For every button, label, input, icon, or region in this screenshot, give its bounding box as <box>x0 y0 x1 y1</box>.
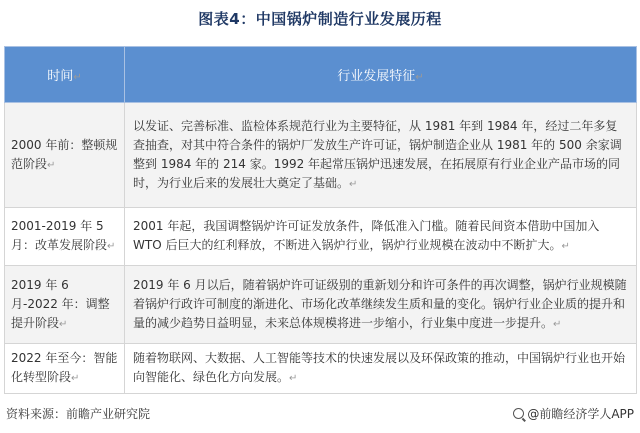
period-cell: 2001-2019 年 5 月：改革发展阶段↵ <box>5 208 125 266</box>
history-table <box>4 46 637 394</box>
period-cell: 2022 年至今：智能化转型阶段↵ <box>5 344 125 394</box>
search-icon <box>513 408 524 419</box>
description-cell: 以发证、完善标准、监检体系规范行业为主要特征，从 1981 年到 1984 年，经过二年多复查抽查，对其中符合条件的锅炉厂发放生产许可证，锅炉制造企业从 1981 年的 500 余家调整到 1984 年的 214 家。1992 年起常压锅炉迅速发展，在拓展原有行业企业产品市场的同时，为行业后来的发展壮大奠定了基础。↵ <box>125 103 637 208</box>
history-table-container <box>4 46 636 392</box>
description-cell: 2001 年起，我国调整锅炉许可证发放条件，降低准入门槛。随着民间资本借助中国加入 WTO 后巨大的红利释放，不断进入锅炉行业，锅炉行业规模在波动中不断扩大。↵ <box>125 208 637 266</box>
table-row <box>5 208 637 266</box>
source-note: 资料来源：前瞻产业研究院 <box>6 407 151 421</box>
brand-label: @前瞻经济学人APP <box>527 407 634 421</box>
header-features: 行业发展特征↵ <box>125 47 637 103</box>
description-cell: 随着物联网、大数据、人工智能等技术的快速发展以及环保政策的推动，中国锅炉行业也开始向智能化、绿色化方向发展。↵ <box>125 344 637 394</box>
period-cell: 2000 年前：整顿规范阶段↵ <box>5 103 125 208</box>
header-time: 时间↵ <box>5 47 125 103</box>
table-row <box>5 266 637 344</box>
table-row <box>5 344 637 394</box>
brand-credit <box>513 405 634 422</box>
period-cell: 2019 年 6 月-2022 年：调整提升阶段↵ <box>5 266 125 344</box>
description-cell: 2019 年 6 月以后，随着锅炉许可证级别的重新划分和许可条件的再次调整，锅炉行业规模随着锅炉行政许可制度的渐进化、市场化改革继续发生质和量的变化。锅炉行业企业质的提升和量的减少趋势日益明显，未来总体规模将进一步缩小，行业集中度进一步提升。↵ <box>125 266 637 344</box>
table-header-row <box>5 47 637 103</box>
table-row <box>5 103 637 208</box>
page-title: 图表4：中国锅炉制造行业发展历程 <box>198 10 442 28</box>
